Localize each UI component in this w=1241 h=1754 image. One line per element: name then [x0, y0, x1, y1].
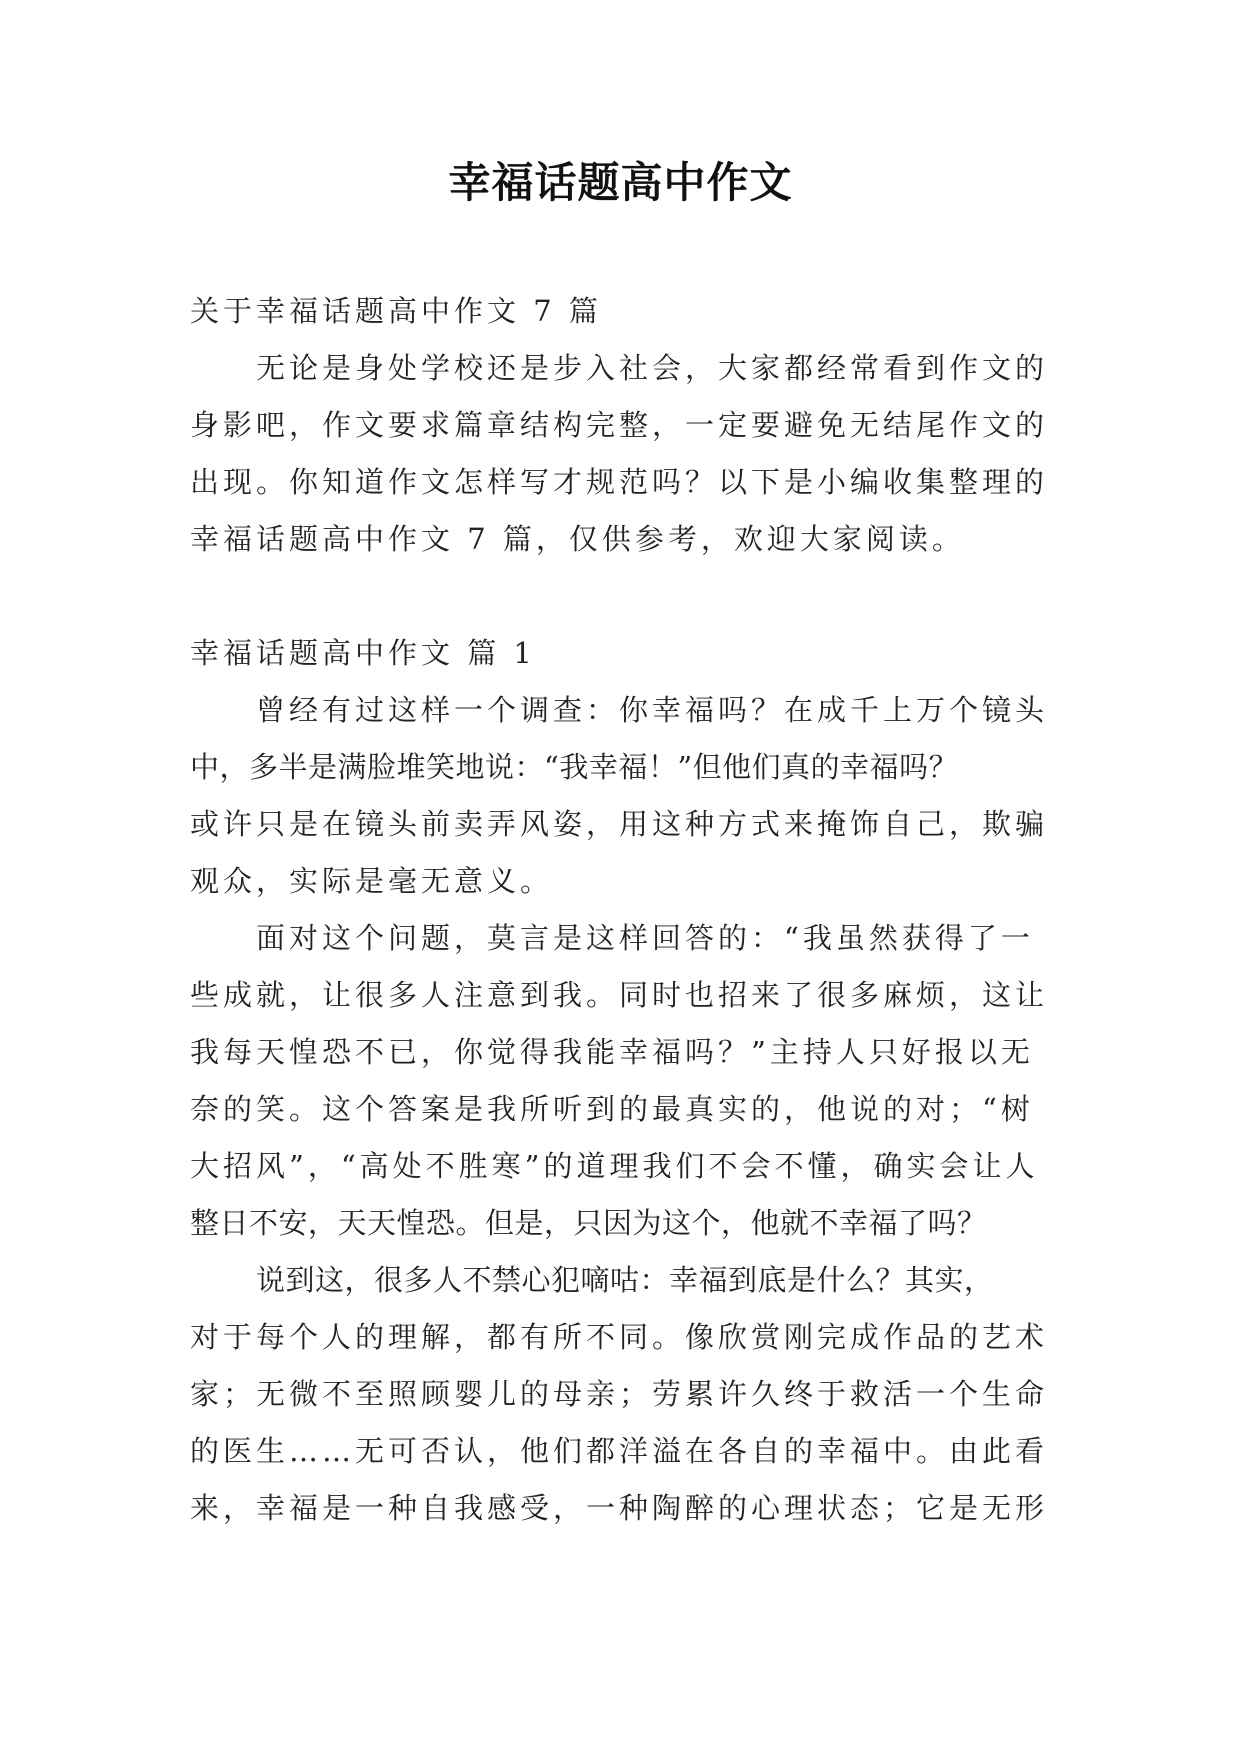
paragraph-line: 大招风”，“高处不胜寒”的道理我们不会不懂，确实会让人 — [190, 1149, 1039, 1183]
paragraph-line: 曾经有过这样一个调查：你幸福吗？在成千上万个镜头 — [256, 693, 1049, 727]
paragraph-line: 幸福话题高中作文 7 篇，仅供参考，欢迎大家阅读。 — [190, 522, 965, 556]
document-title: 幸福话题高中作文 — [448, 158, 793, 207]
intro-subtitle: 关于幸福话题高中作文 7 篇 — [190, 294, 602, 328]
paragraph-line: 的医生……无可否认，他们都洋溢在各自的幸福中。由此看 — [190, 1434, 1049, 1468]
paragraph-line: 整日不安，天天惶恐。但是，只因为这个，他就不幸福了吗？ — [190, 1206, 987, 1240]
paragraph-line: 家；无微不至照顾婴儿的母亲；劳累许久终于救活一个生命 — [190, 1377, 1049, 1411]
section-spacer — [190, 568, 1070, 625]
paragraph-line: 面对这个问题，莫言是这样回答的：“我虽然获得了一 — [256, 921, 1034, 955]
paragraph-line: 身影吧，作文要求篇章结构完整，一定要避免无结尾作文的 — [190, 408, 1049, 442]
paragraph-line: 或许只是在镜头前卖弄风姿，用这种方式来掩饰自己，欺骗 — [190, 807, 1049, 841]
paragraph-line: 些成就，让很多人注意到我。同时也招来了很多麻烦，这让 — [190, 978, 1049, 1012]
paragraph-line: 观众，实际是毫无意义。 — [190, 864, 554, 898]
paragraph-line: 奈的笑。这个答案是我所听到的最真实的，他说的对；“树 — [190, 1092, 1034, 1126]
intro-paragraph — [190, 340, 1070, 568]
essay-heading: 幸福话题高中作文 篇 1 — [190, 636, 536, 670]
paragraph-line: 说到这，很多人不禁心犯嘀咕：幸福到底是什么？其实， — [256, 1263, 994, 1297]
paragraph-line: 无论是身处学校还是步入社会，大家都经常看到作文的 — [256, 351, 1049, 385]
document-body — [190, 283, 1070, 1537]
paragraph-line: 对于每个人的理解，都有所不同。像欣赏刚完成作品的艺术 — [190, 1320, 1049, 1354]
paragraph-line: 我每天惶恐不已，你觉得我能幸福吗？”主持人只好报以无 — [190, 1035, 1034, 1069]
essay-paragraph-2 — [190, 910, 1070, 1252]
essay-paragraph-3 — [190, 1252, 1070, 1537]
essay-paragraph-1 — [190, 682, 1070, 910]
paragraph-line: 来，幸福是一种自我感受，一种陶醉的心理状态；它是无形 — [190, 1491, 1049, 1525]
paragraph-line: 中，多半是满脸堆笑地说：“我幸福！”但他们真的幸福吗？ — [190, 750, 959, 784]
paragraph-line: 出现。你知道作文怎样写才规范吗？以下是小编收集整理的 — [190, 465, 1049, 499]
